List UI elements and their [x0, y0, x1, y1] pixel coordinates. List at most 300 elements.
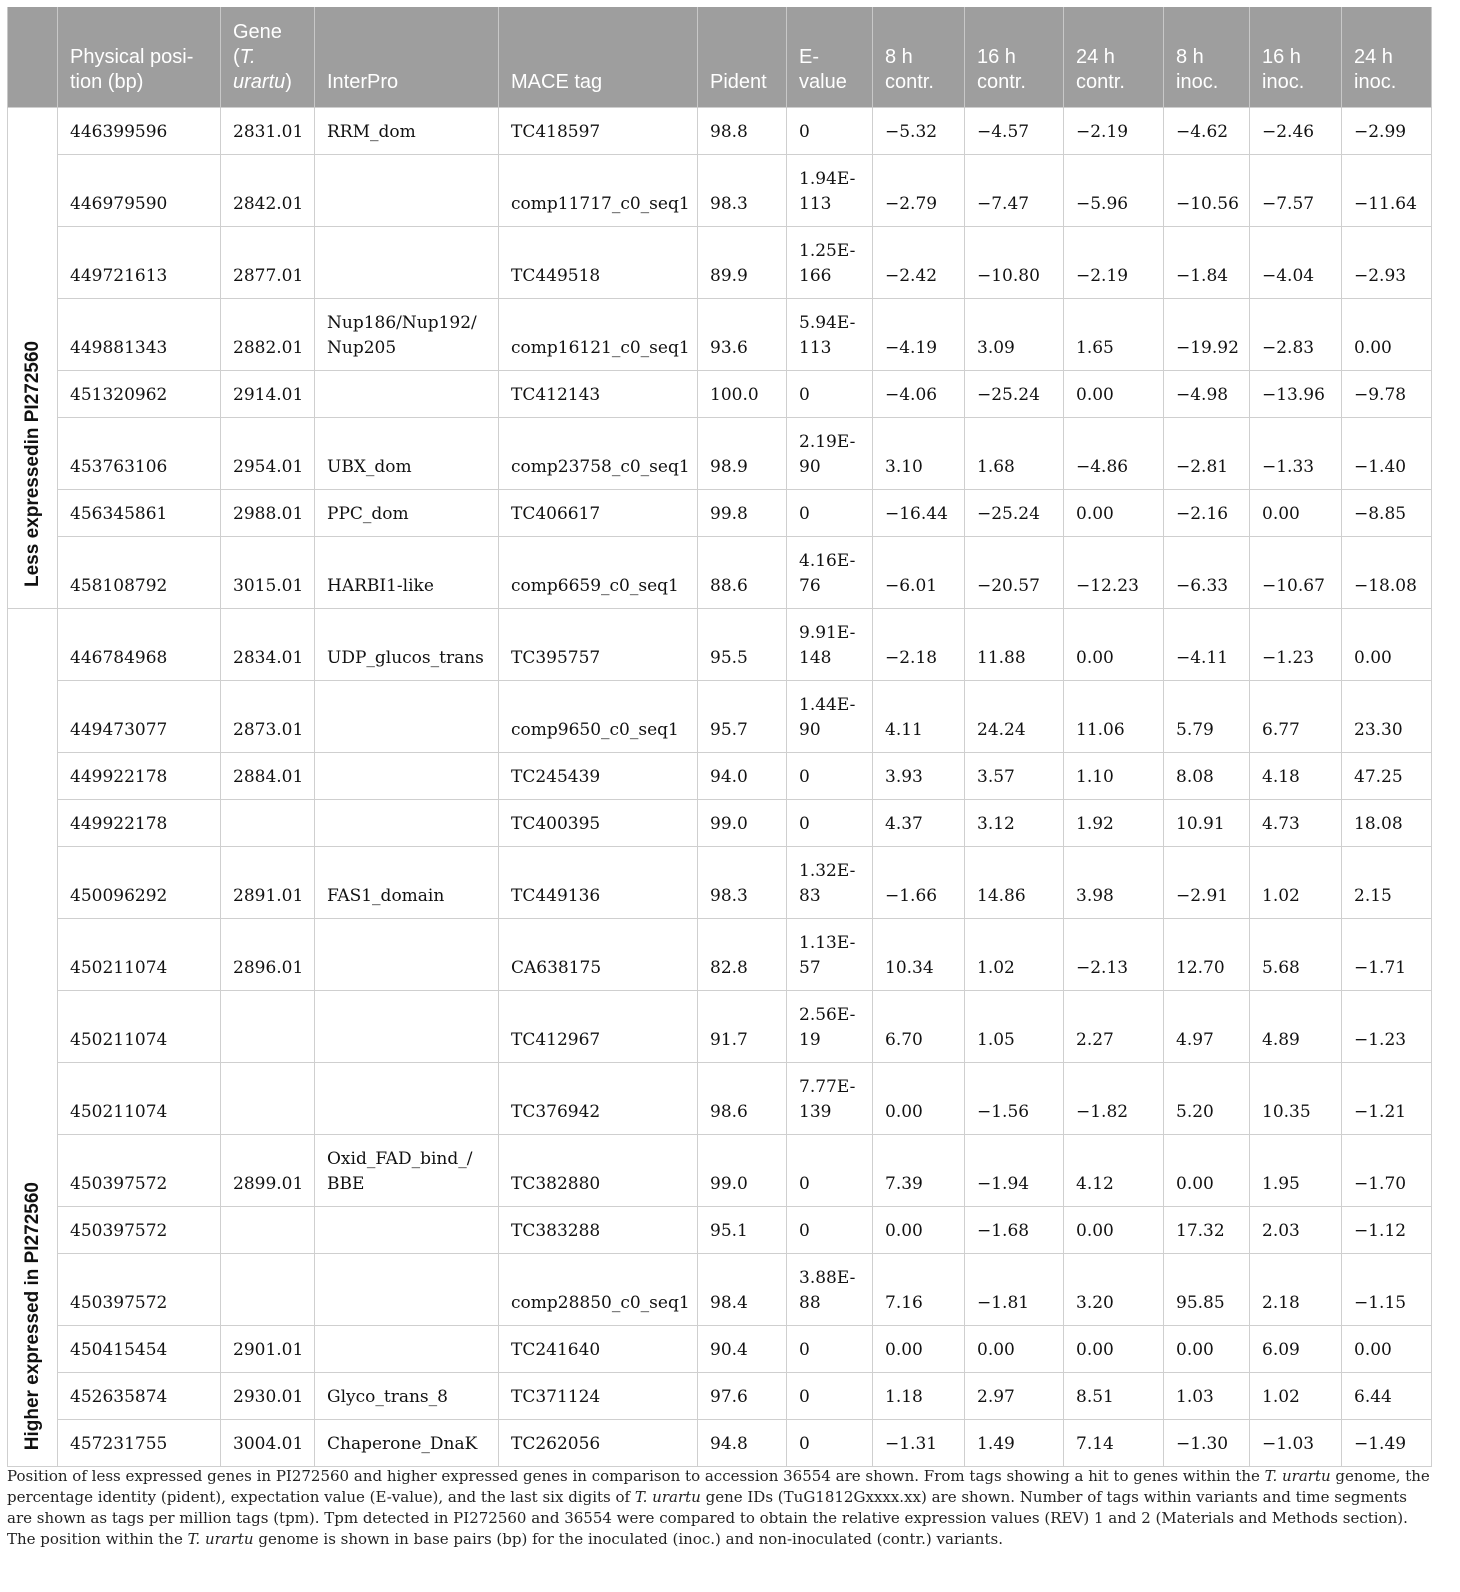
inoc-24h-cell: −1.21 [1342, 1063, 1432, 1135]
contr-16h-cell: 1.05 [965, 991, 1064, 1063]
pident-cell: 91.7 [698, 991, 787, 1063]
gene-cell: 2877.01 [221, 227, 315, 299]
inoc-16h-cell: 4.89 [1250, 991, 1342, 1063]
contr-24h-cell: −5.96 [1064, 155, 1164, 227]
position-cell: 451320962 [58, 371, 221, 418]
inoc-24h-cell: 0.00 [1342, 609, 1432, 681]
interpro-cell [315, 1207, 499, 1254]
contr-8h-cell: 4.11 [873, 681, 965, 753]
table-row [8, 108, 1432, 155]
gene-cell: 2882.01 [221, 299, 315, 371]
position-cell: 449881343 [58, 299, 221, 371]
inoc-16h-cell: −10.67 [1250, 537, 1342, 609]
table-caption: Position of less expressed genes in PI272560 and higher expressed genes in comparison to accession 36554 are shown. From tags showing a hit to genes within the T. urartu genome, the percentage identity (pident), expectation value (E-value), and the last six digits of T. urartu gene IDs (TuG1812Gxxxx.xx) are shown. Number of tags within variants and time segments are shown as tags per million tags (tpm). Tpm detected in PI272560 and 36554 were compared to obtain the relative expression values (REV) 1 and 2 (Materials and Methods section). The position within the T. urartu genome is shown in base pairs (bp) for the inoculated (inoc.) and non-inoculated (contr.) variants. [7, 1467, 1430, 1548]
inoc-8h-cell: −10.56 [1164, 155, 1250, 227]
header-gene: Gene (T. urartu) [221, 7, 315, 108]
contr-24h-cell: 4.12 [1064, 1135, 1164, 1207]
interpro-cell [315, 371, 499, 418]
header-pident: Pident [698, 7, 787, 108]
interpro-cell [315, 753, 499, 800]
position-cell: 446979590 [58, 155, 221, 227]
gene-cell [221, 800, 315, 847]
interpro-cell: Chaperone_DnaK [315, 1420, 499, 1467]
pident-cell: 98.6 [698, 1063, 787, 1135]
mace-tag-cell: TC406617 [499, 490, 698, 537]
contr-24h-cell: 1.65 [1064, 299, 1164, 371]
mace-tag-cell: TC395757 [499, 609, 698, 681]
contr-24h-cell: 8.51 [1064, 1373, 1164, 1420]
mace-tag-cell: TC376942 [499, 1063, 698, 1135]
interpro-cell [315, 800, 499, 847]
contr-24h-cell: −1.82 [1064, 1063, 1164, 1135]
table-body [8, 108, 1432, 1467]
inoc-16h-cell: 6.09 [1250, 1326, 1342, 1373]
contr-16h-cell: 1.68 [965, 418, 1064, 490]
contr-16h-cell: −1.81 [965, 1254, 1064, 1326]
contr-24h-cell: 3.98 [1064, 847, 1164, 919]
mace-tag-cell: TC418597 [499, 108, 698, 155]
pident-cell: 94.0 [698, 753, 787, 800]
contr-16h-cell: 2.97 [965, 1373, 1064, 1420]
contr-16h-cell: 3.57 [965, 753, 1064, 800]
mace-tag-cell: TC241640 [499, 1326, 698, 1373]
pident-cell: 99.0 [698, 800, 787, 847]
evalue-cell: 2.56E-19 [787, 991, 873, 1063]
contr-8h-cell: −4.06 [873, 371, 965, 418]
interpro-cell [315, 1254, 499, 1326]
inoc-24h-cell: −1.49 [1342, 1420, 1432, 1467]
inoc-8h-cell: 17.32 [1164, 1207, 1250, 1254]
pident-cell: 97.6 [698, 1373, 787, 1420]
inoc-24h-cell: −2.93 [1342, 227, 1432, 299]
contr-8h-cell: 7.39 [873, 1135, 965, 1207]
group-label-higher [8, 609, 58, 1467]
inoc-24h-cell: −1.40 [1342, 418, 1432, 490]
inoc-16h-cell: −1.03 [1250, 1420, 1342, 1467]
contr-16h-cell: −7.47 [965, 155, 1064, 227]
inoc-8h-cell: 95.85 [1164, 1254, 1250, 1326]
contr-16h-cell: −1.56 [965, 1063, 1064, 1135]
header-16h-inoc: 16 h inoc. [1250, 7, 1342, 108]
table-row [8, 1135, 1432, 1207]
contr-8h-cell: 1.18 [873, 1373, 965, 1420]
gene-cell: 2842.01 [221, 155, 315, 227]
inoc-8h-cell: −2.91 [1164, 847, 1250, 919]
inoc-8h-cell: −2.81 [1164, 418, 1250, 490]
inoc-24h-cell: 6.44 [1342, 1373, 1432, 1420]
group-label-text: Higher expressed in PI272560 [22, 1181, 43, 1450]
contr-8h-cell: 3.10 [873, 418, 965, 490]
inoc-16h-cell: −1.23 [1250, 609, 1342, 681]
gene-cell: 2954.01 [221, 418, 315, 490]
contr-8h-cell: 0.00 [873, 1326, 965, 1373]
mace-tag-cell: CA638175 [499, 919, 698, 991]
table-row [8, 155, 1432, 227]
position-cell: 450397572 [58, 1207, 221, 1254]
gene-cell: 2896.01 [221, 919, 315, 991]
position-cell: 458108792 [58, 537, 221, 609]
header-24h-inoc: 24 h inoc. [1342, 7, 1432, 108]
pident-cell: 94.8 [698, 1420, 787, 1467]
contr-24h-cell: 3.20 [1064, 1254, 1164, 1326]
pident-cell: 99.0 [698, 1135, 787, 1207]
evalue-cell: 0 [787, 1373, 873, 1420]
gene-cell: 2831.01 [221, 108, 315, 155]
pident-cell: 90.4 [698, 1326, 787, 1373]
contr-16h-cell: 11.88 [965, 609, 1064, 681]
interpro-cell: Nup186/Nup192/ Nup205 [315, 299, 499, 371]
table-row [8, 681, 1432, 753]
pident-cell: 98.4 [698, 1254, 787, 1326]
position-cell: 450211074 [58, 919, 221, 991]
mace-tag-cell: TC383288 [499, 1207, 698, 1254]
position-cell: 456345861 [58, 490, 221, 537]
contr-24h-cell: −12.23 [1064, 537, 1164, 609]
header-mace-tag: MACE tag [499, 7, 698, 108]
inoc-16h-cell: 10.35 [1250, 1063, 1342, 1135]
table-row [8, 371, 1432, 418]
table-row [8, 919, 1432, 991]
contr-24h-cell: 1.92 [1064, 800, 1164, 847]
contr-8h-cell: −2.42 [873, 227, 965, 299]
contr-8h-cell: −6.01 [873, 537, 965, 609]
evalue-cell: 0 [787, 108, 873, 155]
pident-cell: 98.8 [698, 108, 787, 155]
inoc-24h-cell: −2.99 [1342, 108, 1432, 155]
interpro-cell [315, 991, 499, 1063]
inoc-16h-cell: −4.04 [1250, 227, 1342, 299]
contr-8h-cell: 3.93 [873, 753, 965, 800]
contr-8h-cell: 7.16 [873, 1254, 965, 1326]
inoc-24h-cell: −18.08 [1342, 537, 1432, 609]
interpro-cell [315, 1326, 499, 1373]
mace-tag-cell: TC382880 [499, 1135, 698, 1207]
gene-cell: 2834.01 [221, 609, 315, 681]
mace-tag-cell: comp23758_c0_seq1 [499, 418, 698, 490]
table-row [8, 490, 1432, 537]
pident-cell: 93.6 [698, 299, 787, 371]
evalue-cell: 0 [787, 1207, 873, 1254]
interpro-cell: PPC_dom [315, 490, 499, 537]
inoc-24h-cell: −1.12 [1342, 1207, 1432, 1254]
evalue-cell: 0 [787, 371, 873, 418]
mace-tag-cell: TC371124 [499, 1373, 698, 1420]
position-cell: 450415454 [58, 1326, 221, 1373]
pident-cell: 95.7 [698, 681, 787, 753]
gene-cell [221, 1254, 315, 1326]
header-row [8, 7, 1432, 108]
interpro-cell: HARBI1-like [315, 537, 499, 609]
interpro-cell: FAS1_domain [315, 847, 499, 919]
position-cell: 452635874 [58, 1373, 221, 1420]
inoc-24h-cell: −8.85 [1342, 490, 1432, 537]
contr-8h-cell: −2.18 [873, 609, 965, 681]
evalue-cell: 1.44E-90 [787, 681, 873, 753]
gene-cell: 2930.01 [221, 1373, 315, 1420]
gene-cell [221, 991, 315, 1063]
inoc-8h-cell: −4.11 [1164, 609, 1250, 681]
position-cell: 450211074 [58, 991, 221, 1063]
interpro-cell: Oxid_FAD_bind_/ BBE [315, 1135, 499, 1207]
contr-16h-cell: 3.12 [965, 800, 1064, 847]
inoc-16h-cell: 6.77 [1250, 681, 1342, 753]
contr-16h-cell: 0.00 [965, 1326, 1064, 1373]
position-cell: 449922178 [58, 800, 221, 847]
interpro-cell [315, 681, 499, 753]
gene-cell: 2884.01 [221, 753, 315, 800]
inoc-16h-cell: −2.46 [1250, 108, 1342, 155]
gene-cell [221, 1207, 315, 1254]
contr-24h-cell: 0.00 [1064, 609, 1164, 681]
table-row [8, 1254, 1432, 1326]
contr-16h-cell: −1.68 [965, 1207, 1064, 1254]
contr-8h-cell: 0.00 [873, 1063, 965, 1135]
inoc-16h-cell: 5.68 [1250, 919, 1342, 991]
contr-24h-cell: 0.00 [1064, 490, 1164, 537]
evalue-cell: 3.88E-88 [787, 1254, 873, 1326]
pident-cell: 82.8 [698, 919, 787, 991]
contr-16h-cell: −25.24 [965, 371, 1064, 418]
evalue-cell: 9.91E-148 [787, 609, 873, 681]
contr-24h-cell: −2.19 [1064, 227, 1164, 299]
table-row [8, 847, 1432, 919]
inoc-24h-cell: 2.15 [1342, 847, 1432, 919]
table-row [8, 800, 1432, 847]
mace-tag-cell: comp9650_c0_seq1 [499, 681, 698, 753]
inoc-24h-cell: 18.08 [1342, 800, 1432, 847]
gene-cell: 2899.01 [221, 1135, 315, 1207]
evalue-cell: 1.32E-83 [787, 847, 873, 919]
interpro-cell [315, 227, 499, 299]
inoc-16h-cell: 1.02 [1250, 1373, 1342, 1420]
evalue-cell: 1.25E-166 [787, 227, 873, 299]
position-cell: 449922178 [58, 753, 221, 800]
interpro-cell [315, 1063, 499, 1135]
inoc-16h-cell: 2.18 [1250, 1254, 1342, 1326]
header-group [8, 7, 58, 108]
inoc-16h-cell: −7.57 [1250, 155, 1342, 227]
contr-24h-cell: −2.13 [1064, 919, 1164, 991]
position-cell: 450096292 [58, 847, 221, 919]
evalue-cell: 1.94E-113 [787, 155, 873, 227]
evalue-cell: 0 [787, 1135, 873, 1207]
table-row [8, 609, 1432, 681]
inoc-24h-cell: 0.00 [1342, 1326, 1432, 1373]
contr-16h-cell: −10.80 [965, 227, 1064, 299]
header-evalue: E-value [787, 7, 873, 108]
inoc-16h-cell: −2.83 [1250, 299, 1342, 371]
inoc-16h-cell: 4.18 [1250, 753, 1342, 800]
position-cell: 453763106 [58, 418, 221, 490]
inoc-8h-cell: −4.98 [1164, 371, 1250, 418]
gene-cell: 2914.01 [221, 371, 315, 418]
mace-tag-cell: TC449518 [499, 227, 698, 299]
pident-cell: 98.3 [698, 155, 787, 227]
inoc-8h-cell: 8.08 [1164, 753, 1250, 800]
expression-table [7, 7, 1432, 1467]
inoc-24h-cell: −11.64 [1342, 155, 1432, 227]
inoc-24h-cell: −1.71 [1342, 919, 1432, 991]
header-position: Physical posi-tion (bp) [58, 7, 221, 108]
inoc-8h-cell: −6.33 [1164, 537, 1250, 609]
header-8h-inoc: 8 h inoc. [1164, 7, 1250, 108]
evalue-cell: 5.94E-113 [787, 299, 873, 371]
table-row [8, 1373, 1432, 1420]
contr-8h-cell: 6.70 [873, 991, 965, 1063]
interpro-cell: Glyco_trans_8 [315, 1373, 499, 1420]
pident-cell: 99.8 [698, 490, 787, 537]
pident-cell: 98.9 [698, 418, 787, 490]
evalue-cell: 4.16E-76 [787, 537, 873, 609]
contr-8h-cell: 0.00 [873, 1207, 965, 1254]
mace-tag-cell: comp6659_c0_seq1 [499, 537, 698, 609]
contr-16h-cell: 1.49 [965, 1420, 1064, 1467]
contr-16h-cell: −1.94 [965, 1135, 1064, 1207]
contr-16h-cell: −20.57 [965, 537, 1064, 609]
evalue-cell: 0 [787, 1420, 873, 1467]
gene-cell: 2901.01 [221, 1326, 315, 1373]
position-cell: 450211074 [58, 1063, 221, 1135]
evalue-cell: 0 [787, 490, 873, 537]
pident-cell: 95.5 [698, 609, 787, 681]
inoc-8h-cell: −1.84 [1164, 227, 1250, 299]
gene-cell: 2891.01 [221, 847, 315, 919]
table-row [8, 1063, 1432, 1135]
inoc-8h-cell: 1.03 [1164, 1373, 1250, 1420]
interpro-cell [315, 155, 499, 227]
table-row [8, 753, 1432, 800]
mace-tag-cell: TC412967 [499, 991, 698, 1063]
contr-24h-cell: −2.19 [1064, 108, 1164, 155]
mace-tag-cell: comp28850_c0_seq1 [499, 1254, 698, 1326]
inoc-8h-cell: 12.70 [1164, 919, 1250, 991]
inoc-16h-cell: 0.00 [1250, 490, 1342, 537]
evalue-cell: 0 [787, 800, 873, 847]
inoc-8h-cell: −19.92 [1164, 299, 1250, 371]
mace-tag-cell: TC245439 [499, 753, 698, 800]
table-row [8, 1420, 1432, 1467]
gene-cell: 2988.01 [221, 490, 315, 537]
inoc-16h-cell: −13.96 [1250, 371, 1342, 418]
evalue-cell: 0 [787, 753, 873, 800]
pident-cell: 95.1 [698, 1207, 787, 1254]
gene-cell: 3004.01 [221, 1420, 315, 1467]
interpro-cell: RRM_dom [315, 108, 499, 155]
position-cell: 450397572 [58, 1254, 221, 1326]
contr-16h-cell: 1.02 [965, 919, 1064, 991]
gene-cell: 3015.01 [221, 537, 315, 609]
contr-16h-cell: −25.24 [965, 490, 1064, 537]
table-container [7, 7, 1431, 1467]
contr-24h-cell: 0.00 [1064, 1207, 1164, 1254]
mace-tag-cell: TC400395 [499, 800, 698, 847]
contr-16h-cell: 24.24 [965, 681, 1064, 753]
group-label-text: Less expressedin PI272560 [22, 340, 43, 588]
inoc-24h-cell: 0.00 [1342, 299, 1432, 371]
contr-8h-cell: 4.37 [873, 800, 965, 847]
position-cell: 449721613 [58, 227, 221, 299]
contr-24h-cell: 11.06 [1064, 681, 1164, 753]
inoc-8h-cell: −1.30 [1164, 1420, 1250, 1467]
pident-cell: 88.6 [698, 537, 787, 609]
header-16h-contr: 16 h contr. [965, 7, 1064, 108]
header-24h-contr: 24 h contr. [1064, 7, 1164, 108]
pident-cell: 89.9 [698, 227, 787, 299]
contr-8h-cell: −16.44 [873, 490, 965, 537]
inoc-16h-cell: 1.95 [1250, 1135, 1342, 1207]
contr-16h-cell: −4.57 [965, 108, 1064, 155]
contr-24h-cell: 0.00 [1064, 1326, 1164, 1373]
gene-cell: 2873.01 [221, 681, 315, 753]
table-row [8, 991, 1432, 1063]
contr-8h-cell: −1.31 [873, 1420, 965, 1467]
contr-24h-cell: 7.14 [1064, 1420, 1164, 1467]
inoc-8h-cell: −2.16 [1164, 490, 1250, 537]
inoc-8h-cell: 0.00 [1164, 1326, 1250, 1373]
header-8h-contr: 8 h contr. [873, 7, 965, 108]
position-cell: 446399596 [58, 108, 221, 155]
contr-8h-cell: −4.19 [873, 299, 965, 371]
contr-8h-cell: −1.66 [873, 847, 965, 919]
pident-cell: 98.3 [698, 847, 787, 919]
header-interpro: InterPro [315, 7, 499, 108]
contr-24h-cell: 2.27 [1064, 991, 1164, 1063]
table-row [8, 1207, 1432, 1254]
table-row [8, 299, 1432, 371]
table-row [8, 537, 1432, 609]
table-row [8, 1326, 1432, 1373]
inoc-16h-cell: −1.33 [1250, 418, 1342, 490]
pident-cell: 100.0 [698, 371, 787, 418]
evalue-cell: 7.77E-139 [787, 1063, 873, 1135]
inoc-24h-cell: −1.23 [1342, 991, 1432, 1063]
evalue-cell: 1.13E-57 [787, 919, 873, 991]
inoc-24h-cell: −9.78 [1342, 371, 1432, 418]
contr-16h-cell: 14.86 [965, 847, 1064, 919]
interpro-cell: UDP_glucos_trans [315, 609, 499, 681]
contr-8h-cell: −5.32 [873, 108, 965, 155]
inoc-8h-cell: 0.00 [1164, 1135, 1250, 1207]
mace-tag-cell: comp11717_c0_seq1 [499, 155, 698, 227]
contr-16h-cell: 3.09 [965, 299, 1064, 371]
contr-8h-cell: 10.34 [873, 919, 965, 991]
mace-tag-cell: TC262056 [499, 1420, 698, 1467]
inoc-8h-cell: 4.97 [1164, 991, 1250, 1063]
group-label-less [8, 108, 58, 609]
inoc-16h-cell: 1.02 [1250, 847, 1342, 919]
inoc-8h-cell: −4.62 [1164, 108, 1250, 155]
table-row [8, 418, 1432, 490]
mace-tag-cell: TC449136 [499, 847, 698, 919]
position-cell: 446784968 [58, 609, 221, 681]
interpro-cell [315, 919, 499, 991]
inoc-24h-cell: 23.30 [1342, 681, 1432, 753]
evalue-cell: 2.19E-90 [787, 418, 873, 490]
contr-24h-cell: 0.00 [1064, 371, 1164, 418]
contr-8h-cell: −2.79 [873, 155, 965, 227]
inoc-24h-cell: 47.25 [1342, 753, 1432, 800]
evalue-cell: 0 [787, 1326, 873, 1373]
mace-tag-cell: comp16121_c0_seq1 [499, 299, 698, 371]
inoc-24h-cell: −1.15 [1342, 1254, 1432, 1326]
interpro-cell: UBX_dom [315, 418, 499, 490]
inoc-8h-cell: 5.20 [1164, 1063, 1250, 1135]
contr-24h-cell: −4.86 [1064, 418, 1164, 490]
position-cell: 450397572 [58, 1135, 221, 1207]
gene-cell [221, 1063, 315, 1135]
inoc-8h-cell: 10.91 [1164, 800, 1250, 847]
contr-24h-cell: 1.10 [1064, 753, 1164, 800]
